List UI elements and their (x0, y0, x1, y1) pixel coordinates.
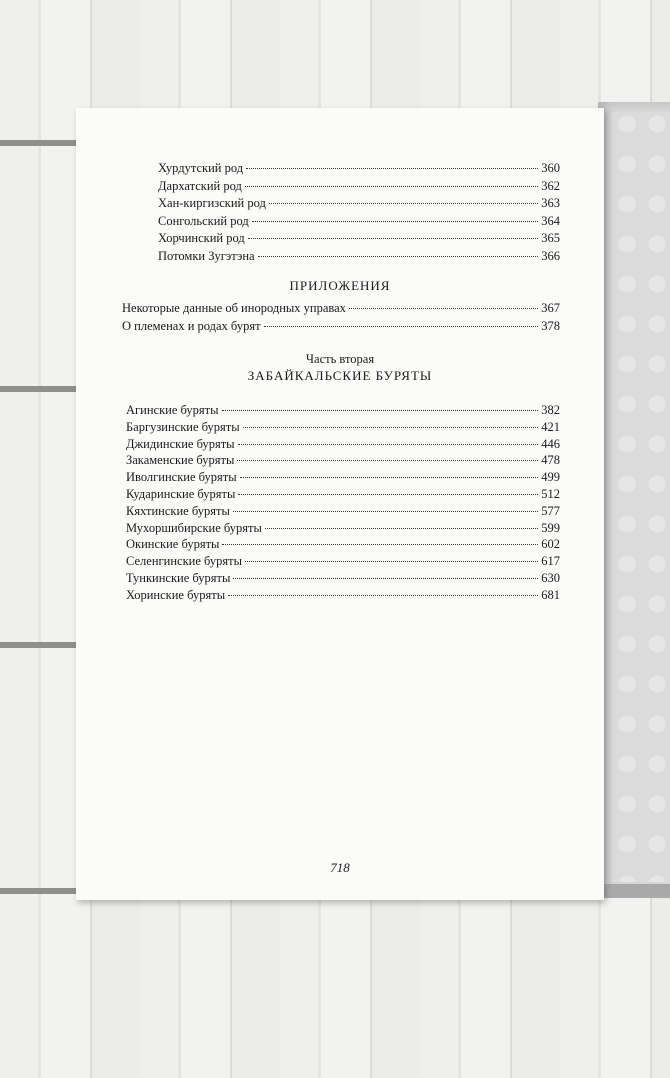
toc-entry-title: Некоторые данные об инородных управах (122, 301, 346, 315)
toc-entry (126, 570, 560, 587)
toc-entry (126, 402, 560, 419)
toc-entry (126, 486, 560, 503)
toc-entry-page: 617 (541, 554, 560, 569)
dot-leader (258, 256, 539, 257)
dot-leader (237, 460, 538, 461)
toc-entry-title: Кударинские буряты (126, 487, 236, 501)
dot-leader (222, 544, 538, 545)
book-page (76, 108, 604, 900)
dot-leader (243, 427, 539, 428)
toc-entry-title: Сонгольский род (158, 213, 249, 228)
toc-entry (126, 553, 560, 570)
dot-leader (238, 444, 539, 445)
toc-entry-title: Хурдутский род (158, 161, 244, 175)
toc-entry-page: 362 (541, 178, 560, 193)
dot-leader (245, 186, 538, 187)
toc-entry-title: Хорчинский род (158, 231, 245, 245)
toc-entry (126, 587, 560, 604)
toc-entry-title: Тункинские буряты (126, 571, 231, 585)
toc-entry (126, 436, 560, 453)
dot-leader (265, 528, 538, 529)
part2-title: ЗАБАЙКАЛЬСКИЕ БУРЯТЫ (247, 368, 433, 383)
dot-leader (233, 578, 538, 579)
toc-entry (158, 178, 560, 195)
toc-entry-page: 577 (541, 503, 560, 518)
toc-entry-page: 512 (541, 487, 560, 501)
dot-leader (269, 203, 538, 204)
toc-entry (158, 213, 560, 230)
toc-entry (126, 520, 560, 537)
toc-entry-page: 421 (541, 419, 560, 434)
toc-entry-title: Джидинские буряты (126, 436, 235, 451)
toc-entry-page: 367 (541, 301, 560, 315)
dot-leader (349, 308, 538, 309)
dot-leader (238, 494, 538, 495)
toc-entry-title: Селенгинские буряты (126, 554, 242, 569)
toc-entry (158, 230, 560, 247)
toc-entry (126, 419, 560, 436)
toc-entry-title: Мухоршибирские буряты (126, 520, 262, 535)
toc-entry (126, 469, 560, 486)
toc-entry-page: 446 (541, 436, 560, 451)
toc-entry-title: Иволгинские буряты (126, 470, 237, 485)
toc-entry-page: 378 (541, 318, 560, 333)
toc-entry (126, 452, 560, 469)
dot-leader (252, 221, 539, 222)
toc-entry-page: 630 (541, 571, 560, 585)
toc-entry-title: Потомки Зугэтэна (158, 248, 255, 263)
dot-leader (264, 326, 539, 327)
toc-entry (126, 503, 560, 520)
toc-entry (122, 300, 560, 317)
dot-leader (222, 410, 539, 411)
appendix-heading: ПРИЛОЖЕНИЯ (289, 278, 391, 293)
toc-entry-page: 365 (541, 231, 560, 245)
toc-entry-title: Хан-киргизский род (158, 196, 266, 210)
dot-leader (246, 168, 538, 169)
toc-entry-page: 499 (541, 470, 560, 485)
toc-entry-page: 681 (541, 587, 560, 602)
toc-entry-title: Хоринские буряты (126, 587, 226, 602)
toc-entry-page: 364 (541, 213, 560, 228)
toc-entry (158, 248, 560, 265)
toc-entry-title: О племенах и родах бурят (122, 318, 261, 333)
toc-entry-page: 478 (541, 453, 560, 468)
toc-entry-page: 366 (541, 248, 560, 263)
toc-entry-title: Закаменские буряты (126, 453, 235, 468)
dot-leader (228, 595, 538, 596)
toc-entry-title: Агинские буряты (126, 403, 219, 417)
dot-leader (245, 561, 538, 562)
toc-entry (158, 160, 560, 177)
dot-leader (240, 477, 539, 478)
page-number: 718 (330, 860, 350, 875)
book-spine-bottom (594, 884, 670, 898)
toc-entry-page: 360 (541, 161, 560, 175)
part2-subtitle: Часть вторая (305, 352, 375, 366)
toc-entry-page: 602 (541, 537, 560, 552)
toc-entry-page: 382 (541, 403, 560, 417)
toc-entry-title: Окинские буряты (126, 537, 220, 552)
dot-leader (248, 238, 539, 239)
dot-leader (233, 511, 538, 512)
book-cover-ornament (612, 112, 670, 882)
toc-entry-title: Кяхтинские буряты (126, 503, 230, 518)
toc-entry (122, 318, 560, 335)
toc-entry-page: 363 (541, 196, 560, 210)
toc-entry-title: Баргузинские буряты (126, 419, 240, 434)
toc-entry (126, 536, 560, 553)
toc-entry-title: Дархатский род (158, 178, 242, 193)
toc-entry (158, 195, 560, 212)
toc-entry-page: 599 (541, 520, 560, 535)
